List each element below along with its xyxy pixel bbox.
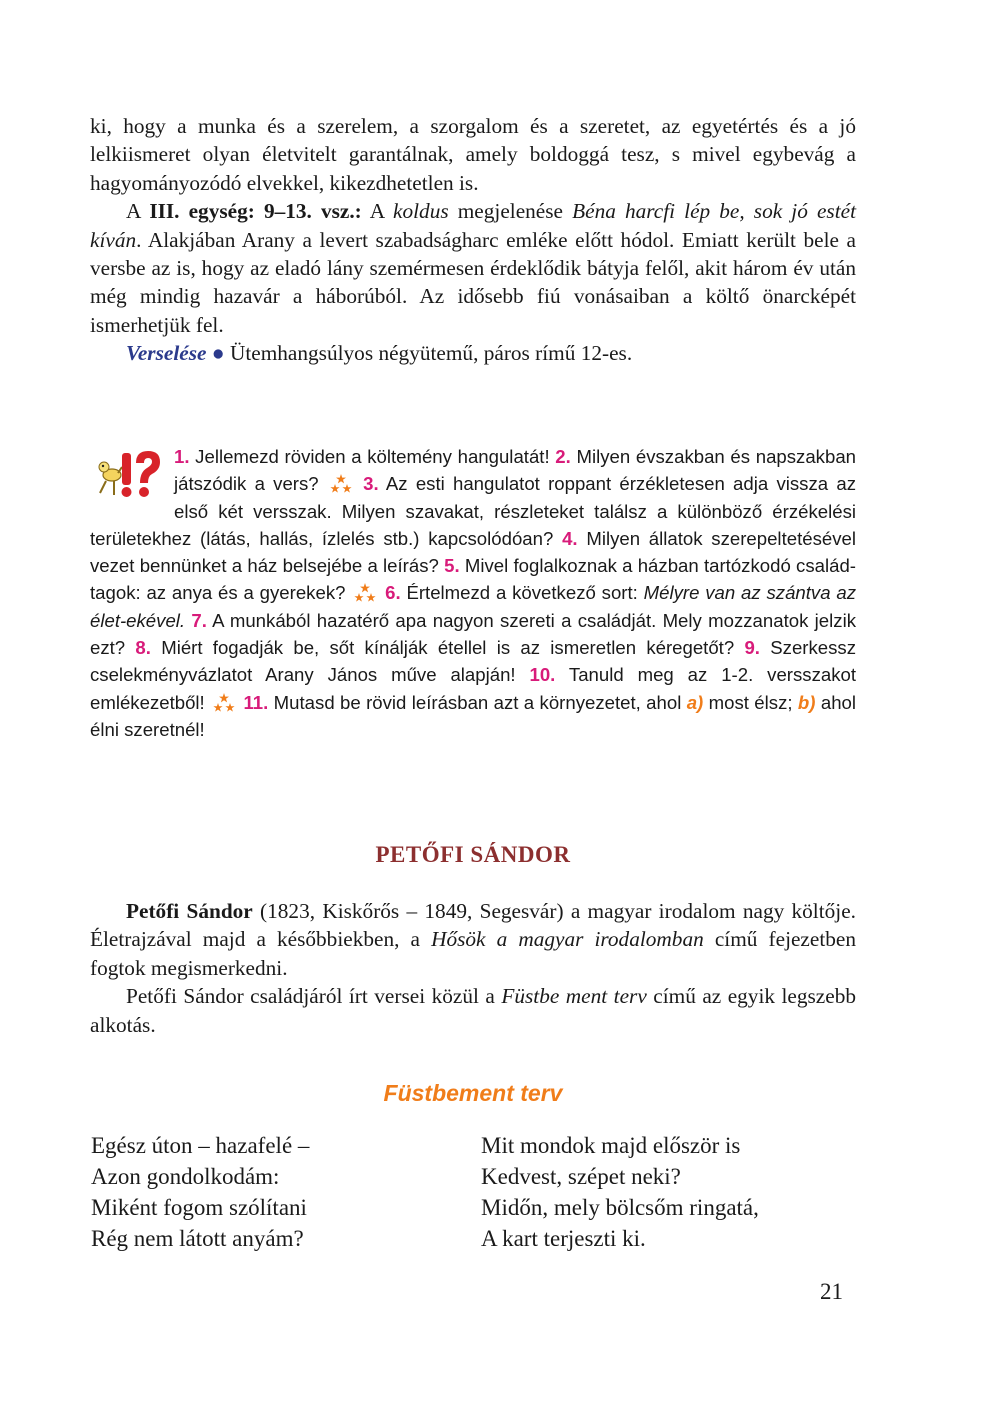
questions-block xyxy=(90,443,856,743)
poem-line: Kedvest, szépet neki? xyxy=(481,1164,681,1189)
paragraph: Petőfi Sándor családjáról írt versei közül a Füstbe ment terv című az egyik legszebb alkotás. xyxy=(90,984,857,1037)
questions-text: 1. Jellemezd röviden a költemény hangulatát! 2. Milyen évszakban és napszakban játszódik a vers? 3. Az esti hangulatot roppant érzékletesen adja vissza az első két versszak. Milyen szavakat, részleteket találsz a különböző érzékelési területekhez (látás, hallás, ízlelés stb.) kapcsolódóan? 4. Milyen állatok szerepeltetésével vezet bennünket a ház belsejébe a leírás? 5. Mivel foglalkoznak a házban tartózkodó családtagok: az anya és a gyerekek? 6. Értelmezd a következő sort: Mélyre van az szántva az élet-ekével. 7. A munkából hazatérő apa nagyon szereti a családját. Mely mozzanatok jelzik ezt? 8. Miért fogadják be, sőt kínálják étellel is az ismeretlen kéregetőt? 9. Szerkessz cselekményvázlatot Arany János műve alapján! 10. Tanuld meg az 1-2. versszakot emlékezetből! 11. Mutasd be rövid leírásban azt a környezetet, ahol a) most élsz; b) ahol élni szeretnél! xyxy=(90,446,857,740)
poem-line: A kart terjeszti ki. xyxy=(481,1226,646,1251)
paragraph: ki, hogy a munka és a szerelem, a szorgalom és a szeretet, az egyetértés és a jó lelkiismeret olyan életvitelt garantálnak, amely boldoggá tesz, s mivel egybevág a hagyományozódó elvekkel, kikezdhetetlen is. xyxy=(90,114,856,195)
versification-label: Verselése xyxy=(126,341,207,366)
poem-stanza-left xyxy=(91,1130,309,1254)
poem-line: Egész úton – hazafelé – xyxy=(91,1133,310,1158)
star-cluster-icon xyxy=(354,582,376,604)
star-cluster-icon xyxy=(330,473,352,495)
poem-line: Rég nem látott anyám? xyxy=(91,1226,304,1251)
author-intro-block xyxy=(90,897,856,1039)
paragraph: Petőfi Sándor (1823, Kiskőrős – 1849, Segesvár) a magyar irodalom nagy költője. Életrajzával majd a későbbiekben, a Hősök a magyar irodalomban című fejezetben fogtok megismerkedni. xyxy=(90,899,857,980)
bullet-icon: ● xyxy=(211,341,225,366)
versification-line: Verselése ● Ütemhangsúlyos négyütemű, páros rímű 12-es. xyxy=(126,341,633,366)
poem-stanza-right xyxy=(481,1130,759,1254)
poem-line: Azon gondolkodám: xyxy=(91,1164,280,1189)
exclamation-question-icon xyxy=(90,445,164,505)
poem-line: Mit mondok majd először is xyxy=(481,1133,741,1158)
poem-line: Midőn, mely bölcsőm ringatá, xyxy=(481,1195,759,1220)
paragraph: A III. egység: 9–13. vsz.: A koldus megjelenése Béna harcfi lép be, sok jó estét kíván. Alakjában Arany a levert szabadságharc emléke előtt hódol. Emiatt került bele a versbe az is, hogy az eladó lány szemérmesen érdeklődik bátyja felől, akit három év után még mindig hazavár a háborúból. Az idősebb fiú vonásaiban a költő önarcképét ismerhetjük fel. xyxy=(90,199,856,337)
poem-line: Miként fogom szólítani xyxy=(91,1195,307,1220)
section-title: PETŐFI SÁNDOR xyxy=(375,842,571,867)
page-number: 21 xyxy=(820,1279,843,1304)
poem-title: Füstbement terv xyxy=(383,1080,563,1106)
star-cluster-icon xyxy=(213,692,235,714)
intro-text-block xyxy=(90,112,856,368)
